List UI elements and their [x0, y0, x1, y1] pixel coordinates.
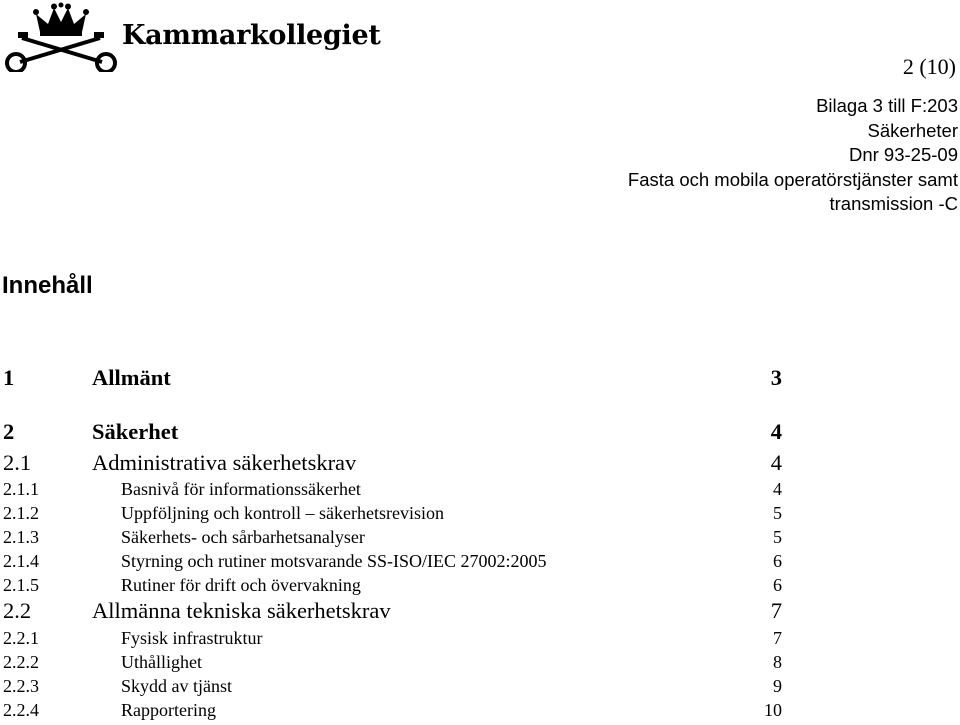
- toc-entry-number: 2.1.5: [3, 575, 39, 595]
- crown-crossed-keys-icon: [2, 2, 120, 72]
- kammarkollegiet-logo: [0, 0, 381, 72]
- toc-entry-number: 2: [3, 419, 15, 444]
- toc-entry-title: Skydd av tjänst: [121, 676, 232, 696]
- framework-title-line-1: Fasta och mobila operatörstjänster samt: [627, 168, 958, 190]
- toc-entry-page: 4: [770, 450, 782, 475]
- toc-entry-number: 2.2.2: [3, 652, 39, 672]
- page-number: 2 (10): [902, 54, 956, 79]
- toc-entry-title: Säkerhets- och sårbarhetsanalyser: [121, 527, 365, 547]
- toc-entry-page: 6: [773, 551, 782, 571]
- document-subject: Säkerheter: [867, 119, 958, 141]
- registration-number: Dnr 93-25-09: [848, 144, 958, 165]
- toc-entry-page: 5: [773, 527, 782, 547]
- toc-entry-title: Fysisk infrastruktur: [121, 628, 263, 648]
- toc-entry-number: 2.1.1: [3, 479, 39, 499]
- contents-heading: Innehåll: [2, 272, 93, 299]
- toc-entry-number: 2.2.1: [3, 628, 39, 648]
- toc-entry-number: 2.2.4: [3, 700, 39, 720]
- toc-entry-title: Uthållighet: [121, 652, 202, 672]
- toc-entry-number: 2.2: [3, 598, 32, 623]
- framework-title-line-2: transmission -C: [829, 193, 958, 214]
- attachment-reference: Bilaga 3 till F:203: [816, 95, 958, 116]
- toc-entry-page: 6: [773, 575, 782, 595]
- document-reference-block: [628, 94, 958, 217]
- toc-entry-number: 2.1.2: [3, 503, 39, 523]
- toc-entry-page: 3: [770, 365, 782, 390]
- toc-entry-title: Uppföljning och kontroll – säkerhetsrevision: [121, 503, 444, 523]
- toc-entry-number: 2.1: [3, 450, 32, 475]
- toc-entry-page: 9: [773, 676, 782, 696]
- toc-entry-page: 4: [770, 419, 782, 444]
- toc-entry-title: Basnivå för informationssäkerhet: [121, 479, 361, 499]
- toc-entry-number: 2.1.3: [3, 527, 39, 547]
- logo-wordmark: Kammarkollegiet: [122, 20, 381, 51]
- toc-entry-page: 10: [764, 700, 782, 720]
- toc-entry-title: Rutiner för drift och övervakning: [121, 575, 361, 595]
- toc-entry-number: 2.2.3: [3, 676, 39, 696]
- toc-entry-page: 7: [770, 598, 782, 623]
- toc-entry-page: 5: [773, 503, 782, 523]
- toc-entry-page: 4: [773, 479, 782, 499]
- toc-entry-title: Rapportering: [121, 700, 216, 720]
- toc-entry-number: 1: [3, 365, 15, 390]
- toc-entry-title: Styrning och rutiner motsvarande SS-ISO/IEC 27002:2005: [121, 551, 547, 571]
- toc-entry-title: Allmänna tekniska säkerhetskrav: [92, 598, 391, 623]
- toc-entry-title: Administrativa säkerhetskrav: [92, 450, 357, 475]
- toc-entry-title: Säkerhet: [92, 419, 179, 444]
- toc-entry-number: 2.1.4: [3, 551, 39, 571]
- toc-entry-page: 8: [773, 652, 782, 672]
- toc-entry-title: Allmänt: [92, 365, 171, 390]
- toc-entry-page: 7: [773, 628, 782, 648]
